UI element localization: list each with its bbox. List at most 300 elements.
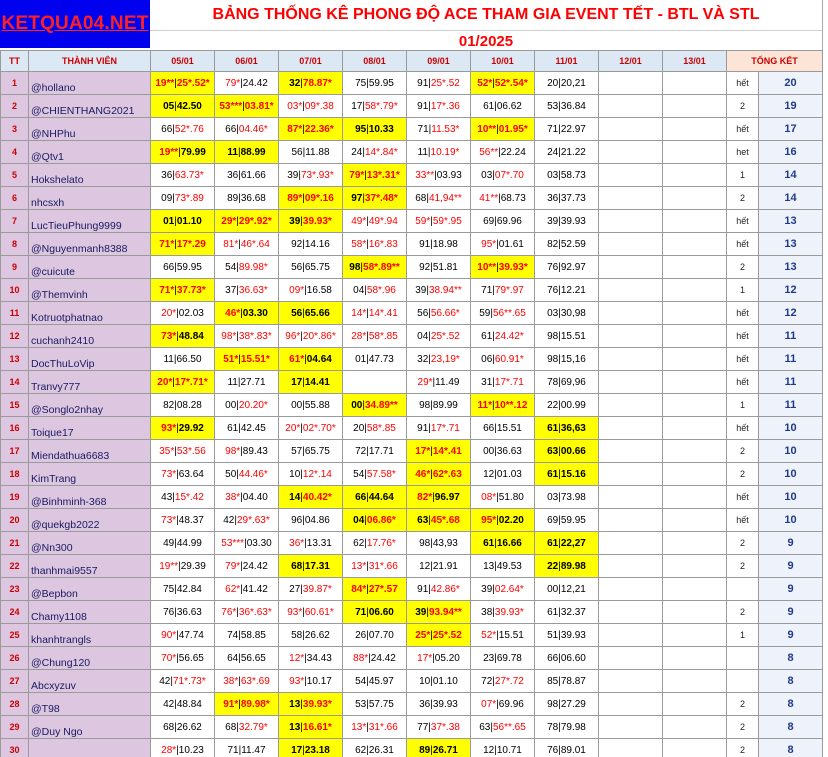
result-cell[interactable] bbox=[215, 624, 279, 647]
result-cell[interactable] bbox=[535, 739, 599, 757]
member-name[interactable]: Kotruotphatnao bbox=[29, 302, 151, 325]
result-cell[interactable] bbox=[663, 233, 727, 256]
result-cell[interactable] bbox=[663, 532, 727, 555]
result-cell[interactable] bbox=[471, 417, 535, 440]
result-cell[interactable] bbox=[663, 509, 727, 532]
result-cell[interactable] bbox=[407, 463, 471, 486]
result-cell[interactable] bbox=[151, 348, 215, 371]
member-name[interactable]: nhcsxh bbox=[29, 187, 151, 210]
result-cell[interactable] bbox=[343, 670, 407, 693]
result-cell[interactable] bbox=[599, 233, 663, 256]
result-cell[interactable] bbox=[599, 187, 663, 210]
member-name[interactable]: Tranvy777 bbox=[29, 371, 151, 394]
result-cell[interactable] bbox=[407, 693, 471, 716]
result-cell[interactable] bbox=[471, 463, 535, 486]
result-cell[interactable] bbox=[215, 532, 279, 555]
result-cell[interactable] bbox=[215, 302, 279, 325]
result-cell[interactable] bbox=[215, 555, 279, 578]
result-cell[interactable] bbox=[663, 325, 727, 348]
result-cell[interactable] bbox=[599, 348, 663, 371]
result-cell[interactable] bbox=[407, 716, 471, 739]
result-cell[interactable] bbox=[663, 716, 727, 739]
result-cell[interactable] bbox=[279, 371, 343, 394]
result-cell[interactable] bbox=[471, 486, 535, 509]
result-cell[interactable] bbox=[279, 348, 343, 371]
result-cell[interactable] bbox=[407, 325, 471, 348]
result-cell[interactable] bbox=[471, 394, 535, 417]
result-cell[interactable] bbox=[663, 624, 727, 647]
result-cell[interactable] bbox=[407, 371, 471, 394]
result-cell[interactable] bbox=[407, 417, 471, 440]
result-cell[interactable] bbox=[535, 325, 599, 348]
result-cell[interactable] bbox=[535, 417, 599, 440]
result-cell[interactable] bbox=[663, 739, 727, 757]
result-cell[interactable] bbox=[535, 118, 599, 141]
result-cell[interactable] bbox=[535, 164, 599, 187]
result-cell[interactable] bbox=[407, 233, 471, 256]
result-cell[interactable] bbox=[663, 210, 727, 233]
result-cell[interactable] bbox=[343, 555, 407, 578]
result-cell[interactable] bbox=[663, 578, 727, 601]
result-cell[interactable] bbox=[471, 601, 535, 624]
result-cell[interactable] bbox=[407, 141, 471, 164]
result-cell[interactable] bbox=[151, 486, 215, 509]
result-cell[interactable] bbox=[215, 417, 279, 440]
result-cell[interactable] bbox=[215, 279, 279, 302]
member-name[interactable]: @hollano bbox=[29, 72, 151, 95]
result-cell[interactable] bbox=[343, 233, 407, 256]
result-cell[interactable] bbox=[471, 233, 535, 256]
result-cell[interactable] bbox=[215, 164, 279, 187]
result-cell[interactable] bbox=[471, 670, 535, 693]
result-cell[interactable] bbox=[471, 693, 535, 716]
result-cell[interactable] bbox=[471, 164, 535, 187]
result-cell[interactable] bbox=[343, 647, 407, 670]
member-name[interactable]: khanhtrangls bbox=[29, 624, 151, 647]
result-cell[interactable] bbox=[535, 601, 599, 624]
result-cell[interactable] bbox=[279, 532, 343, 555]
result-cell[interactable] bbox=[407, 187, 471, 210]
member-name[interactable]: KimTrang bbox=[29, 463, 151, 486]
result-cell[interactable] bbox=[151, 463, 215, 486]
member-name[interactable]: @Bepbon bbox=[29, 578, 151, 601]
result-cell[interactable] bbox=[215, 486, 279, 509]
result-cell[interactable] bbox=[407, 279, 471, 302]
result-cell[interactable] bbox=[599, 417, 663, 440]
result-cell[interactable] bbox=[215, 739, 279, 757]
result-cell[interactable] bbox=[343, 118, 407, 141]
result-cell[interactable] bbox=[215, 440, 279, 463]
result-cell[interactable] bbox=[407, 95, 471, 118]
member-name[interactable]: @NHPhu bbox=[29, 118, 151, 141]
result-cell[interactable] bbox=[407, 555, 471, 578]
result-cell[interactable] bbox=[215, 233, 279, 256]
result-cell[interactable] bbox=[151, 118, 215, 141]
result-cell[interactable] bbox=[663, 601, 727, 624]
result-cell[interactable] bbox=[215, 210, 279, 233]
member-name[interactable]: Hokshelato bbox=[29, 164, 151, 187]
result-cell[interactable] bbox=[279, 578, 343, 601]
result-cell[interactable] bbox=[407, 532, 471, 555]
result-cell[interactable] bbox=[343, 601, 407, 624]
result-cell[interactable] bbox=[599, 532, 663, 555]
result-cell[interactable] bbox=[663, 486, 727, 509]
result-cell[interactable] bbox=[279, 118, 343, 141]
result-cell[interactable] bbox=[343, 394, 407, 417]
result-cell[interactable] bbox=[407, 256, 471, 279]
member-name[interactable]: @Songlo2nhay bbox=[29, 394, 151, 417]
result-cell[interactable] bbox=[407, 348, 471, 371]
result-cell[interactable] bbox=[471, 555, 535, 578]
result-cell[interactable] bbox=[535, 532, 599, 555]
result-cell[interactable] bbox=[599, 302, 663, 325]
result-cell[interactable] bbox=[279, 555, 343, 578]
result-cell[interactable] bbox=[535, 555, 599, 578]
member-name[interactable]: Abcxyzuv bbox=[29, 670, 151, 693]
result-cell[interactable] bbox=[471, 371, 535, 394]
result-cell[interactable] bbox=[407, 670, 471, 693]
result-cell[interactable] bbox=[279, 417, 343, 440]
result-cell[interactable] bbox=[279, 486, 343, 509]
result-cell[interactable] bbox=[535, 647, 599, 670]
result-cell[interactable] bbox=[151, 164, 215, 187]
result-cell[interactable] bbox=[151, 624, 215, 647]
result-cell[interactable] bbox=[663, 693, 727, 716]
result-cell[interactable] bbox=[407, 164, 471, 187]
result-cell[interactable] bbox=[407, 440, 471, 463]
result-cell[interactable] bbox=[343, 164, 407, 187]
result-cell[interactable] bbox=[343, 739, 407, 757]
result-cell[interactable] bbox=[151, 647, 215, 670]
result-cell[interactable] bbox=[663, 256, 727, 279]
result-cell[interactable] bbox=[215, 693, 279, 716]
result-cell[interactable] bbox=[151, 394, 215, 417]
result-cell[interactable] bbox=[215, 394, 279, 417]
result-cell[interactable] bbox=[471, 256, 535, 279]
member-name[interactable]: @Qtv1 bbox=[29, 141, 151, 164]
result-cell[interactable] bbox=[215, 72, 279, 95]
result-cell[interactable] bbox=[407, 624, 471, 647]
result-cell[interactable] bbox=[343, 463, 407, 486]
result-cell[interactable] bbox=[535, 486, 599, 509]
result-cell[interactable] bbox=[279, 739, 343, 757]
result-cell[interactable] bbox=[599, 440, 663, 463]
result-cell[interactable] bbox=[535, 210, 599, 233]
result-cell[interactable] bbox=[151, 670, 215, 693]
result-cell[interactable] bbox=[279, 440, 343, 463]
result-cell[interactable] bbox=[599, 647, 663, 670]
result-cell[interactable] bbox=[599, 118, 663, 141]
result-cell[interactable] bbox=[599, 716, 663, 739]
result-cell[interactable] bbox=[215, 463, 279, 486]
result-cell[interactable] bbox=[663, 302, 727, 325]
result-cell[interactable] bbox=[151, 739, 215, 757]
result-cell[interactable] bbox=[599, 693, 663, 716]
result-cell[interactable] bbox=[151, 72, 215, 95]
result-cell[interactable] bbox=[407, 210, 471, 233]
result-cell[interactable] bbox=[407, 72, 471, 95]
result-cell[interactable] bbox=[535, 371, 599, 394]
result-cell[interactable] bbox=[151, 256, 215, 279]
member-name[interactable]: cuchanh2410 bbox=[29, 325, 151, 348]
result-cell[interactable] bbox=[663, 371, 727, 394]
result-cell[interactable] bbox=[151, 279, 215, 302]
result-cell[interactable] bbox=[535, 302, 599, 325]
result-cell[interactable] bbox=[279, 394, 343, 417]
result-cell[interactable] bbox=[471, 739, 535, 757]
result-cell[interactable] bbox=[663, 647, 727, 670]
result-cell[interactable] bbox=[471, 440, 535, 463]
member-name[interactable]: @Chung120 bbox=[29, 647, 151, 670]
result-cell[interactable] bbox=[151, 417, 215, 440]
result-cell[interactable] bbox=[599, 210, 663, 233]
result-cell[interactable] bbox=[535, 95, 599, 118]
result-cell[interactable] bbox=[279, 325, 343, 348]
member-name[interactable]: DocThuLoVip bbox=[29, 348, 151, 371]
result-cell[interactable] bbox=[535, 256, 599, 279]
result-cell[interactable] bbox=[471, 118, 535, 141]
result-cell[interactable] bbox=[535, 187, 599, 210]
result-cell[interactable] bbox=[599, 509, 663, 532]
member-name[interactable]: @Binhminh-368 bbox=[29, 486, 151, 509]
result-cell[interactable] bbox=[471, 187, 535, 210]
result-cell[interactable] bbox=[407, 118, 471, 141]
result-cell[interactable] bbox=[279, 279, 343, 302]
result-cell[interactable] bbox=[471, 509, 535, 532]
result-cell[interactable] bbox=[599, 601, 663, 624]
result-cell[interactable] bbox=[663, 555, 727, 578]
member-name[interactable]: @cuicute bbox=[29, 256, 151, 279]
result-cell[interactable] bbox=[151, 371, 215, 394]
result-cell[interactable] bbox=[599, 279, 663, 302]
result-cell[interactable] bbox=[471, 578, 535, 601]
result-cell[interactable] bbox=[599, 463, 663, 486]
result-cell[interactable] bbox=[599, 141, 663, 164]
result-cell[interactable] bbox=[407, 647, 471, 670]
result-cell[interactable] bbox=[471, 95, 535, 118]
result-cell[interactable] bbox=[343, 279, 407, 302]
result-cell[interactable] bbox=[535, 72, 599, 95]
result-cell[interactable] bbox=[471, 141, 535, 164]
result-cell[interactable] bbox=[343, 187, 407, 210]
result-cell[interactable] bbox=[599, 486, 663, 509]
result-cell[interactable] bbox=[663, 187, 727, 210]
result-cell[interactable] bbox=[407, 302, 471, 325]
result-cell[interactable] bbox=[343, 578, 407, 601]
result-cell[interactable] bbox=[343, 417, 407, 440]
result-cell[interactable] bbox=[279, 210, 343, 233]
result-cell[interactable] bbox=[151, 210, 215, 233]
result-cell[interactable] bbox=[535, 463, 599, 486]
result-cell[interactable] bbox=[471, 72, 535, 95]
result-cell[interactable] bbox=[279, 693, 343, 716]
member-name[interactable]: @CHIENTHANG2021 bbox=[29, 95, 151, 118]
result-cell[interactable] bbox=[663, 118, 727, 141]
result-cell[interactable] bbox=[151, 716, 215, 739]
result-cell[interactable] bbox=[535, 440, 599, 463]
result-cell[interactable] bbox=[279, 647, 343, 670]
result-cell[interactable] bbox=[599, 670, 663, 693]
result-cell[interactable] bbox=[535, 693, 599, 716]
result-cell[interactable] bbox=[215, 716, 279, 739]
result-cell[interactable] bbox=[407, 394, 471, 417]
result-cell[interactable] bbox=[279, 302, 343, 325]
result-cell[interactable] bbox=[215, 578, 279, 601]
result-cell[interactable] bbox=[471, 210, 535, 233]
result-cell[interactable] bbox=[279, 141, 343, 164]
result-cell[interactable] bbox=[343, 509, 407, 532]
result-cell[interactable] bbox=[535, 141, 599, 164]
result-cell[interactable] bbox=[535, 670, 599, 693]
result-cell[interactable] bbox=[279, 716, 343, 739]
result-cell[interactable] bbox=[599, 325, 663, 348]
result-cell[interactable] bbox=[535, 394, 599, 417]
member-name[interactable]: @T98 bbox=[29, 693, 151, 716]
result-cell[interactable] bbox=[599, 555, 663, 578]
result-cell[interactable] bbox=[279, 95, 343, 118]
result-cell[interactable] bbox=[215, 348, 279, 371]
member-name[interactable] bbox=[29, 739, 151, 757]
result-cell[interactable] bbox=[215, 325, 279, 348]
result-cell[interactable] bbox=[151, 325, 215, 348]
site-logo[interactable] bbox=[0, 0, 150, 48]
result-cell[interactable] bbox=[535, 578, 599, 601]
result-cell[interactable] bbox=[663, 348, 727, 371]
result-cell[interactable] bbox=[471, 647, 535, 670]
member-name[interactable]: @quekgb2022 bbox=[29, 509, 151, 532]
result-cell[interactable] bbox=[215, 371, 279, 394]
result-cell[interactable] bbox=[599, 394, 663, 417]
result-cell[interactable] bbox=[215, 670, 279, 693]
result-cell[interactable] bbox=[215, 509, 279, 532]
result-cell[interactable] bbox=[151, 578, 215, 601]
result-cell[interactable] bbox=[279, 256, 343, 279]
result-cell[interactable] bbox=[471, 532, 535, 555]
result-cell[interactable] bbox=[407, 739, 471, 757]
result-cell[interactable] bbox=[279, 624, 343, 647]
member-name[interactable]: @Themvinh bbox=[29, 279, 151, 302]
member-name[interactable]: Miendathua6683 bbox=[29, 440, 151, 463]
member-name[interactable]: thanhmai9557 bbox=[29, 555, 151, 578]
result-cell[interactable] bbox=[343, 302, 407, 325]
result-cell[interactable] bbox=[535, 348, 599, 371]
result-cell[interactable] bbox=[343, 532, 407, 555]
result-cell[interactable] bbox=[343, 95, 407, 118]
result-cell[interactable] bbox=[343, 693, 407, 716]
result-cell[interactable] bbox=[471, 348, 535, 371]
result-cell[interactable] bbox=[535, 279, 599, 302]
result-cell[interactable] bbox=[151, 601, 215, 624]
member-name[interactable]: Chamy1108 bbox=[29, 601, 151, 624]
result-cell[interactable] bbox=[343, 72, 407, 95]
result-cell[interactable] bbox=[343, 325, 407, 348]
result-cell[interactable] bbox=[343, 624, 407, 647]
result-cell[interactable] bbox=[599, 739, 663, 757]
result-cell[interactable] bbox=[663, 394, 727, 417]
result-cell[interactable] bbox=[343, 371, 407, 394]
result-cell[interactable] bbox=[151, 233, 215, 256]
member-name[interactable]: @Nguyenmanh8388 bbox=[29, 233, 151, 256]
result-cell[interactable] bbox=[599, 624, 663, 647]
result-cell[interactable] bbox=[151, 532, 215, 555]
result-cell[interactable] bbox=[535, 509, 599, 532]
result-cell[interactable] bbox=[215, 601, 279, 624]
result-cell[interactable] bbox=[279, 509, 343, 532]
result-cell[interactable] bbox=[599, 371, 663, 394]
result-cell[interactable] bbox=[535, 716, 599, 739]
result-cell[interactable] bbox=[279, 601, 343, 624]
result-cell[interactable] bbox=[599, 164, 663, 187]
result-cell[interactable] bbox=[663, 164, 727, 187]
result-cell[interactable] bbox=[407, 601, 471, 624]
result-cell[interactable] bbox=[663, 279, 727, 302]
result-cell[interactable] bbox=[471, 302, 535, 325]
result-cell[interactable] bbox=[663, 95, 727, 118]
result-cell[interactable] bbox=[343, 348, 407, 371]
result-cell[interactable] bbox=[151, 440, 215, 463]
result-cell[interactable] bbox=[343, 440, 407, 463]
member-name[interactable]: Toique17 bbox=[29, 417, 151, 440]
result-cell[interactable] bbox=[151, 95, 215, 118]
result-cell[interactable] bbox=[471, 279, 535, 302]
result-cell[interactable] bbox=[407, 486, 471, 509]
result-cell[interactable] bbox=[151, 509, 215, 532]
result-cell[interactable] bbox=[343, 716, 407, 739]
result-cell[interactable] bbox=[471, 716, 535, 739]
result-cell[interactable] bbox=[151, 141, 215, 164]
result-cell[interactable] bbox=[279, 233, 343, 256]
result-cell[interactable] bbox=[663, 670, 727, 693]
result-cell[interactable] bbox=[215, 118, 279, 141]
result-cell[interactable] bbox=[599, 256, 663, 279]
result-cell[interactable] bbox=[215, 647, 279, 670]
result-cell[interactable] bbox=[663, 72, 727, 95]
result-cell[interactable] bbox=[663, 463, 727, 486]
result-cell[interactable] bbox=[343, 486, 407, 509]
result-cell[interactable] bbox=[151, 693, 215, 716]
result-cell[interactable] bbox=[343, 256, 407, 279]
result-cell[interactable] bbox=[471, 325, 535, 348]
result-cell[interactable] bbox=[663, 417, 727, 440]
result-cell[interactable] bbox=[599, 95, 663, 118]
result-cell[interactable] bbox=[151, 555, 215, 578]
result-cell[interactable] bbox=[663, 141, 727, 164]
result-cell[interactable] bbox=[279, 670, 343, 693]
result-cell[interactable] bbox=[535, 233, 599, 256]
result-cell[interactable] bbox=[663, 440, 727, 463]
result-cell[interactable] bbox=[599, 72, 663, 95]
result-cell[interactable] bbox=[407, 578, 471, 601]
result-cell[interactable] bbox=[215, 187, 279, 210]
result-cell[interactable] bbox=[535, 624, 599, 647]
result-cell[interactable] bbox=[279, 187, 343, 210]
result-cell[interactable] bbox=[343, 141, 407, 164]
result-cell[interactable] bbox=[279, 463, 343, 486]
result-cell[interactable] bbox=[471, 624, 535, 647]
result-cell[interactable] bbox=[151, 302, 215, 325]
result-cell[interactable] bbox=[215, 141, 279, 164]
member-name[interactable]: @Nn300 bbox=[29, 532, 151, 555]
result-cell[interactable] bbox=[279, 164, 343, 187]
member-name[interactable]: LucTieuPhung9999 bbox=[29, 210, 151, 233]
result-cell[interactable] bbox=[279, 72, 343, 95]
result-cell[interactable] bbox=[407, 509, 471, 532]
member-name[interactable]: @Duy Ngo bbox=[29, 716, 151, 739]
result-cell[interactable] bbox=[215, 95, 279, 118]
result-cell[interactable] bbox=[151, 187, 215, 210]
result-cell[interactable] bbox=[343, 210, 407, 233]
result-cell[interactable] bbox=[215, 256, 279, 279]
